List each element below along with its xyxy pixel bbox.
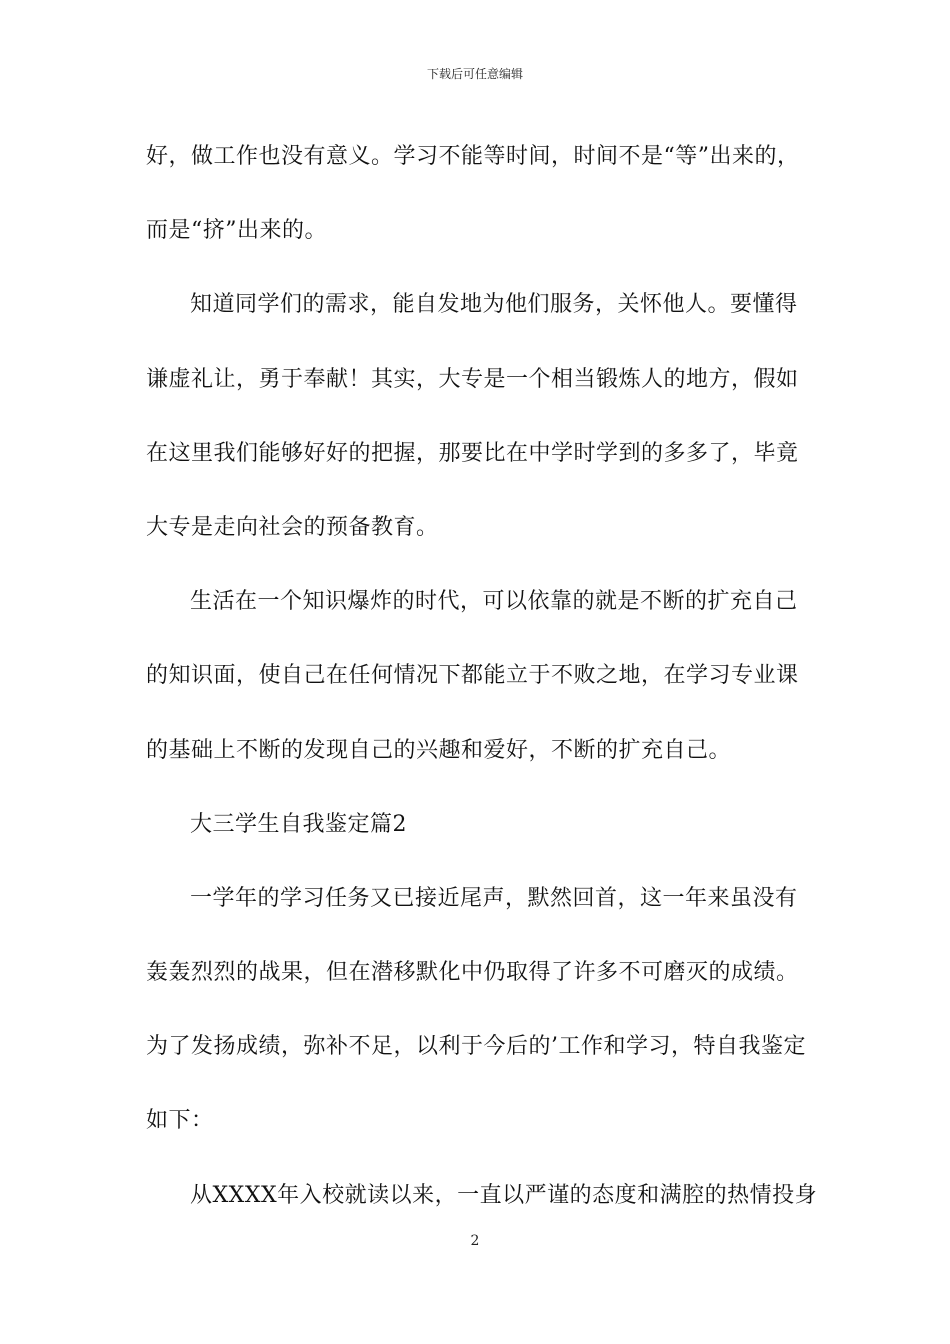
page-number: 2 (470, 1233, 480, 1249)
text-line: 轰轰烈烈的战果，但在潜移默化中仍取得了许多不可磨灭的成绩。 (146, 960, 799, 986)
text-line: 的基础上不断的发现自己的兴趣和爱好，不断的扩充自己。 (146, 737, 732, 763)
text-line: 好，做工作也没有意义。学习不能等时间，时间不是“等”出来的， (146, 144, 800, 169)
text-line: 生活在一个知识爆炸的时代，可以依靠的就是不断的扩充自己 (190, 589, 798, 615)
page-header: 下载后可任意编辑 (426, 67, 523, 81)
text-line: 而是“挤”出来的。 (146, 218, 327, 244)
document-body (146, 120, 816, 1233)
section-heading: 大三学生自我鉴定篇2 (190, 811, 407, 837)
text-line: 的知识面，使自己在任何情况下都能立于不败之地，在学习专业课 (146, 663, 799, 689)
text-line: 在这里我们能够好好的把握，那要比在中学时学到的多多了，毕竟 (146, 440, 799, 466)
text-line: 知道同学们的需求，能自发地为他们服务，关怀他人。要懂得 (190, 292, 798, 318)
text-line: 大专是走向社会的预备教育。 (146, 514, 439, 540)
text-line: 一学年的学习任务又已接近尾声，默然回首，这一年来虽没有 (190, 885, 798, 911)
text-line: 为了发扬成绩，弥补不足，以利于今后的’工作和学习，特自我鉴定 (146, 1034, 806, 1060)
text-line: 从XXXX年入校就读以来，一直以严谨的态度和满腔的热情投身 (190, 1182, 818, 1208)
text-line: 谦虚礼让，勇于奉献！其实，大专是一个相当锻炼人的地方，假如 (146, 366, 799, 392)
text-line: 如下： (146, 1108, 214, 1134)
